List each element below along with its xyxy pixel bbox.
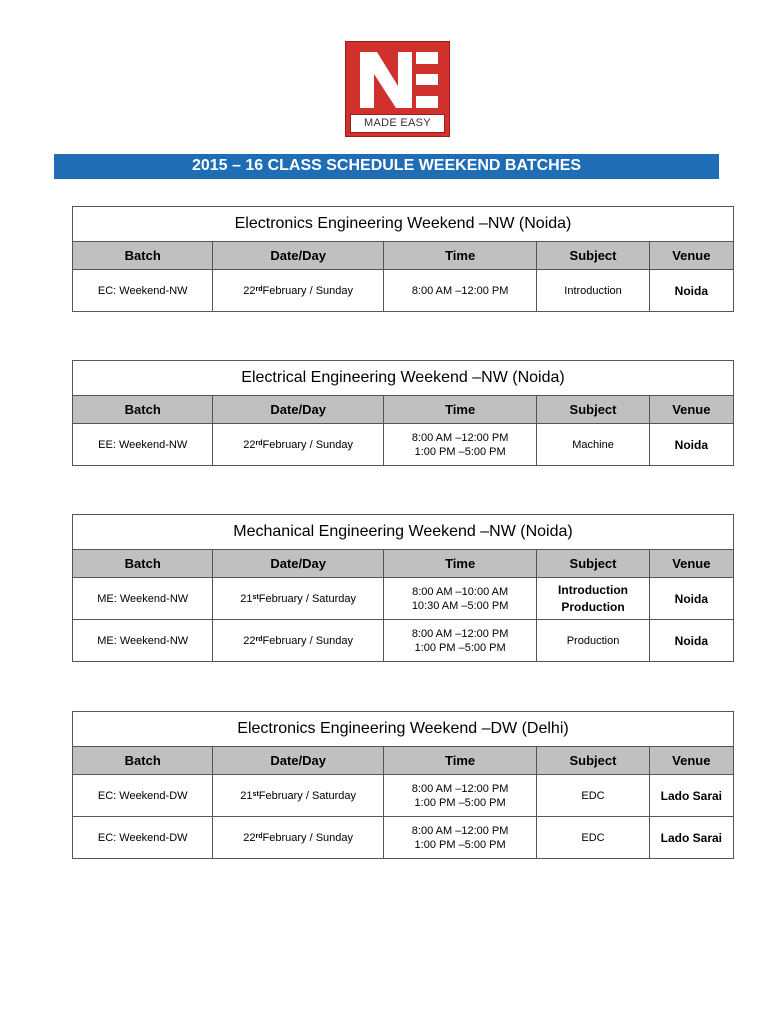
- time-slot-2: 1:00 PM –5:00 PM: [414, 641, 506, 654]
- table-header-row: [73, 747, 734, 775]
- month-weekday: February / Saturday: [258, 789, 356, 802]
- table-row: [73, 817, 734, 859]
- time-slot-2: 1:00 PM –5:00 PM: [414, 445, 506, 458]
- date-day-cell: [213, 775, 383, 817]
- subject-cell: [537, 578, 649, 620]
- column-header: Time: [383, 242, 536, 270]
- day-number: 21: [240, 592, 253, 605]
- table-title: Electronics Engineering Weekend –DW (Delhi): [73, 712, 734, 747]
- day-ordinal: st: [252, 790, 259, 798]
- column-header: Venue: [649, 747, 733, 775]
- venue-cell: Noida: [649, 270, 733, 312]
- batch-cell: EC: Weekend-DW: [73, 817, 213, 859]
- column-header: Subject: [537, 747, 649, 775]
- time-cell: [383, 817, 536, 859]
- month-weekday: February / Sunday: [262, 284, 354, 297]
- schedule-table-mechanical-nw: [72, 514, 734, 662]
- table-row: [73, 620, 734, 662]
- table-row: [73, 578, 734, 620]
- month-weekday: February / Sunday: [262, 438, 354, 451]
- schedule-table-electronics-dw: [72, 711, 734, 859]
- page-title-banner: 2015 – 16 CLASS SCHEDULE WEEKEND BATCHES: [54, 154, 719, 179]
- subject-line-1: Machine: [572, 438, 614, 451]
- column-header: Subject: [537, 550, 649, 578]
- column-header: Batch: [73, 550, 213, 578]
- column-header: Time: [383, 550, 536, 578]
- subject-line-1: Introduction: [558, 582, 629, 597]
- made-easy-logo: [345, 41, 450, 137]
- table-title: Electrical Engineering Weekend –NW (Noida): [73, 361, 734, 396]
- venue-cell: Noida: [649, 620, 733, 662]
- batch-cell: EE: Weekend-NW: [73, 424, 213, 466]
- batch-cell: ME: Weekend-NW: [73, 620, 213, 662]
- day-number: 22: [243, 438, 256, 451]
- date-day-cell: [213, 817, 383, 859]
- time-slot-2: 1:00 PM –5:00 PM: [414, 838, 506, 851]
- subject-cell: [537, 775, 649, 817]
- day-ordinal: st: [252, 593, 259, 601]
- subject-cell: [537, 620, 649, 662]
- time-slot-1: 8:00 AM –12:00 PM: [411, 627, 509, 640]
- time-slot-2: 10:30 AM –5:00 PM: [411, 599, 509, 612]
- day-number: 22: [243, 831, 256, 844]
- time-slot-2: 1:00 PM –5:00 PM: [414, 796, 506, 809]
- venue-cell: Lado Sarai: [649, 817, 733, 859]
- time-cell: [383, 270, 536, 312]
- batch-cell: ME: Weekend-NW: [73, 578, 213, 620]
- batch-cell: EC: Weekend-DW: [73, 775, 213, 817]
- subject-line-1: EDC: [581, 831, 605, 844]
- day-ordinal: rd: [255, 832, 263, 840]
- month-weekday: February / Sunday: [262, 634, 354, 647]
- month-weekday: February / Sunday: [262, 831, 354, 844]
- table-title-row: [73, 712, 734, 747]
- column-header: Time: [383, 747, 536, 775]
- column-header: Batch: [73, 747, 213, 775]
- subject-cell: [537, 270, 649, 312]
- time-slot-1: 8:00 AM –12:00 PM: [411, 782, 509, 795]
- venue-cell: Lado Sarai: [649, 775, 733, 817]
- venue-cell: Noida: [649, 424, 733, 466]
- batch-cell: EC: Weekend-NW: [73, 270, 213, 312]
- time-slot-1: 8:00 AM –10:00 AM: [412, 585, 509, 598]
- day-number: 22: [243, 284, 256, 297]
- table-title: Mechanical Engineering Weekend –NW (Noida): [73, 515, 734, 550]
- logo-mark-icon: [346, 42, 451, 117]
- time-cell: [383, 578, 536, 620]
- column-header: Venue: [649, 550, 733, 578]
- table-row: [73, 775, 734, 817]
- time-slot-1: 8:00 AM –12:00 PM: [411, 431, 509, 444]
- column-header: Batch: [73, 396, 213, 424]
- venue-cell: Noida: [649, 578, 733, 620]
- subject-line-2: Production: [561, 599, 625, 614]
- schedule-table-electrical-nw: [72, 360, 734, 466]
- subject-line-1: EDC: [581, 789, 605, 802]
- time-slot-1: 8:00 AM –12:00 PM: [411, 824, 509, 837]
- column-header: Date/Day: [213, 396, 384, 424]
- table-title-row: [73, 515, 734, 550]
- time-cell: [383, 775, 536, 817]
- column-header: Subject: [537, 396, 649, 424]
- table-header-row: [73, 242, 734, 270]
- column-header: Date/Day: [213, 242, 384, 270]
- column-header: Batch: [73, 242, 213, 270]
- month-weekday: February / Saturday: [258, 592, 356, 605]
- table-row: [73, 424, 734, 466]
- schedule-table-electronics-nw: [72, 206, 734, 312]
- date-day-cell: [213, 270, 384, 312]
- subject-line-1: Production: [566, 634, 620, 647]
- day-ordinal: rd: [255, 635, 263, 643]
- logo-text: MADE EASY: [350, 114, 445, 133]
- time-slot-1: 8:00 AM –12:00 PM: [411, 284, 509, 297]
- table-title-row: [73, 207, 734, 242]
- column-header: Date/Day: [213, 550, 384, 578]
- column-header: Time: [383, 396, 536, 424]
- date-day-cell: [213, 620, 384, 662]
- table-header-row: [73, 550, 734, 578]
- day-ordinal: rd: [255, 439, 263, 447]
- day-number: 22: [243, 634, 256, 647]
- subject-line-1: Introduction: [564, 284, 622, 297]
- column-header: Venue: [649, 242, 733, 270]
- time-cell: [383, 620, 536, 662]
- column-header: Date/Day: [213, 747, 383, 775]
- table-header-row: [73, 396, 734, 424]
- day-number: 21: [240, 789, 253, 802]
- table-title: Electronics Engineering Weekend –NW (Noida): [73, 207, 734, 242]
- day-ordinal: rd: [255, 285, 263, 293]
- table-title-row: [73, 361, 734, 396]
- column-header: Venue: [649, 396, 733, 424]
- table-row: [73, 270, 734, 312]
- subject-cell: [537, 817, 649, 859]
- date-day-cell: [213, 578, 384, 620]
- date-day-cell: [213, 424, 384, 466]
- time-cell: [383, 424, 536, 466]
- column-header: Subject: [537, 242, 649, 270]
- subject-cell: [537, 424, 649, 466]
